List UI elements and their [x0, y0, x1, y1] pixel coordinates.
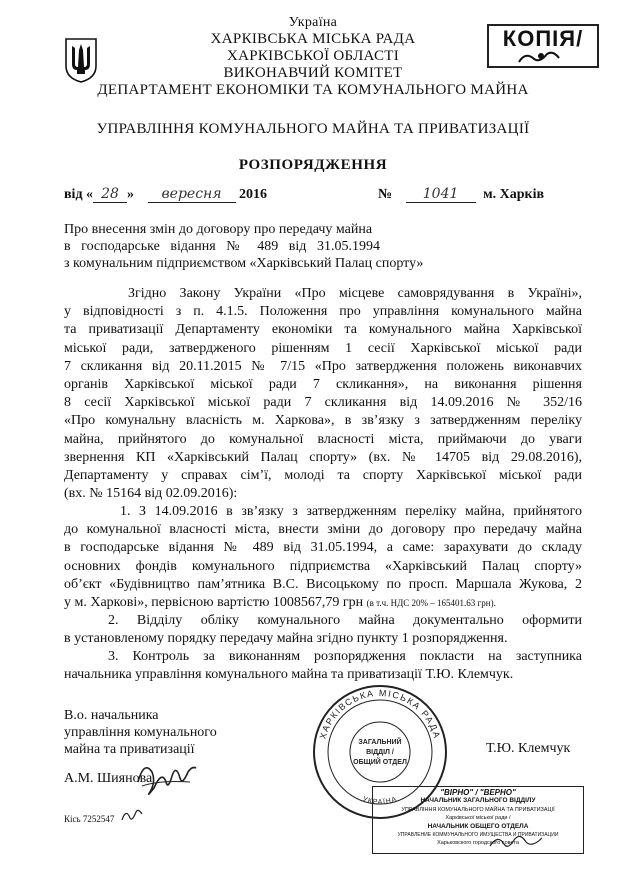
header-country: Україна	[288, 15, 338, 30]
header-region: ХАРКІВСЬКОЇ ОБЛАСТІ	[226, 48, 400, 64]
signer-name: А.М. Шиянова	[64, 771, 153, 786]
vat-note: (в т.ч. НДС 20% – 165401.63 грн).	[366, 598, 496, 609]
preamble-line: органів Харківської міської ради 7 скликання», на виконання рішення	[64, 377, 582, 393]
preamble-line: Згідно Закону України «Про місцеве самоврядування в Україні»,	[128, 286, 582, 301]
preamble-line: Департаменту у справах сім’ї, молоді та спорту Харківської міської ради	[64, 468, 582, 484]
seal-inner-line: ВІДДІЛ /	[366, 749, 394, 756]
certify-line: Харьковского городского совета	[437, 840, 519, 847]
item-1-line: основних фондів комунального підприємства «Харківський Палац спорту»	[64, 558, 582, 574]
subject-line: в господарське відання № 489 від 31.05.1994	[64, 239, 380, 254]
item-1-line: об’єкт «Будівництво пам’ятника В.С. Висоцькому по просп. Маршала Жукова, 2	[64, 576, 582, 592]
header-department: ДЕПАРТАМЕНТ ЕКОНОМІКИ ТА КОМУНАЛЬНОГО МАЙНА	[97, 82, 529, 98]
acting-head-name: Т.Ю. Клемчук	[486, 741, 571, 756]
item-2-line: 2. Відділу обліку комунального майна документально оформити	[108, 613, 582, 628]
date-month: вересня	[148, 186, 236, 203]
certify-line: "ВІРНО" / "ВЕРНО"	[440, 788, 516, 797]
item-2-paragraph	[64, 612, 582, 648]
date-year: 2016	[239, 187, 268, 202]
dateline	[64, 186, 584, 206]
preamble-line: звернення КП «Харківський Палац спорту» (вх. № 14705 від 29.08.2016),	[64, 449, 582, 465]
header-council: ХАРКІВСЬКА МІСЬКА РАДА	[210, 31, 416, 47]
item-2-line: в установленому порядку передачу майна згідно пункту 1 розпорядження.	[64, 631, 508, 647]
certify-line: НАЧАЛЬНИК ОБЩЕГО ОТДЕЛА	[427, 822, 529, 830]
number-label: №	[378, 187, 393, 202]
subject-line: з комунальним підприємством «Харківський Палац спорту»	[64, 256, 424, 271]
position-line: управління комунального	[64, 725, 217, 740]
certify-signature	[486, 830, 546, 854]
preamble-line: у відповідності з п. 4.1.5. Положення про управління комунального майна	[64, 304, 582, 320]
subject-line: Про внесення змін до договору про передачу майна	[64, 222, 373, 237]
svg-text:ХАРКІВСЬКА МІСЬКА РАДА	[318, 688, 443, 740]
copy-stamp-text: КОПІЯ/	[502, 26, 584, 51]
city: м. Харків	[483, 187, 545, 202]
item-3-paragraph	[64, 648, 582, 684]
preamble-line: 7 скликання від 20.11.2015 № 7/15 «Про затвердження положень виконавчих	[64, 358, 582, 374]
item-1-line: до комунальної власності міста, внести зміни до договору про передачу майна	[64, 522, 582, 538]
date-close-quote: »	[127, 187, 135, 202]
certification-stamp	[372, 786, 584, 854]
certify-line: Харківської міської ради /	[445, 815, 511, 822]
preamble-line: «Про комунальну власність м. Харкова», в зв’язку з затвердженням переліку	[64, 413, 582, 429]
certify-line: НАЧАЛЬНИК ЗАГАЛЬНОГО ВІДДІЛУ	[420, 797, 536, 805]
certify-line: УПРАВЛІННЯ КОМУНАЛЬНОГО МАЙНА ТА ПРИВАТИЗАЦІЇ	[401, 806, 555, 813]
certify-line: УПРАВЛЕНИЕ КОММУНАЛЬНОГО ИМУЩЕСТВА И ПРИВАТИЗАЦИИ	[397, 832, 559, 839]
signer-position	[64, 707, 217, 758]
item-1-paragraph	[64, 503, 582, 612]
preamble-line: міської ради, затвердженого рішенням 1 сесії Харківської міської ради	[64, 340, 582, 356]
preamble-line: та приватизації Департаменту економіки та комунального майна Харківської	[64, 322, 582, 338]
seal-inner-line: ЗАГАЛЬНИЙ	[358, 739, 402, 746]
position-line: майна та приватизації	[64, 742, 195, 757]
item-3-line: 3. Контроль за виконанням розпорядження покласти на заступника	[108, 649, 582, 664]
header-office: УПРАВЛІННЯ КОМУНАЛЬНОГО МАЙНА ТА ПРИВАТИЗАЦІЇ	[96, 121, 530, 137]
date-from-label: від «	[64, 187, 94, 202]
seal-inner-line: ОБЩИЙ ОТДЕЛ	[353, 759, 407, 766]
subject-block	[64, 221, 464, 272]
preamble-paragraph	[64, 285, 582, 503]
executor-info: Кісь 7252547	[64, 814, 115, 824]
seal-bottom-text: УКРАЇНА	[361, 795, 399, 807]
seal-top-text: ХАРКІВСЬКА МІСЬКА РАДА	[317, 687, 443, 741]
executor-initials	[120, 806, 144, 824]
item-1-line: в господарське відання № 489 від 31.05.1994, а саме: зарахувати до складу	[64, 540, 582, 556]
preamble-line: 8 сесії Харківської міської ради 7 скликання від 14.09.2016 № 352/16	[64, 395, 582, 411]
header-committee: ВИКОНАВЧИЙ КОМІТЕТ	[223, 65, 403, 81]
item-1-line: у м. Харкові», первісною вартістю 1008567,79 грн	[64, 595, 364, 611]
position-line: В.о. начальника	[64, 708, 159, 723]
document-type: РОЗПОРЯДЖЕННЯ	[238, 157, 388, 173]
document-number: 1041	[406, 186, 476, 203]
preamble-line: (вх. № 15164 від 02.09.2016):	[64, 486, 238, 502]
preamble-line: майна, прийнятого до комунальної власності міста, приймаючи до уваги	[64, 431, 582, 447]
handwritten-signature	[130, 752, 200, 802]
date-day: 28	[93, 186, 127, 203]
item-1-line: 1. З 14.09.2016 в зв’язку з затвердженням переліку майна, прийнятого	[120, 504, 582, 519]
item-3-line: начальника управління комунального майна та приватизації Т.Ю. Клемчук.	[64, 667, 514, 683]
